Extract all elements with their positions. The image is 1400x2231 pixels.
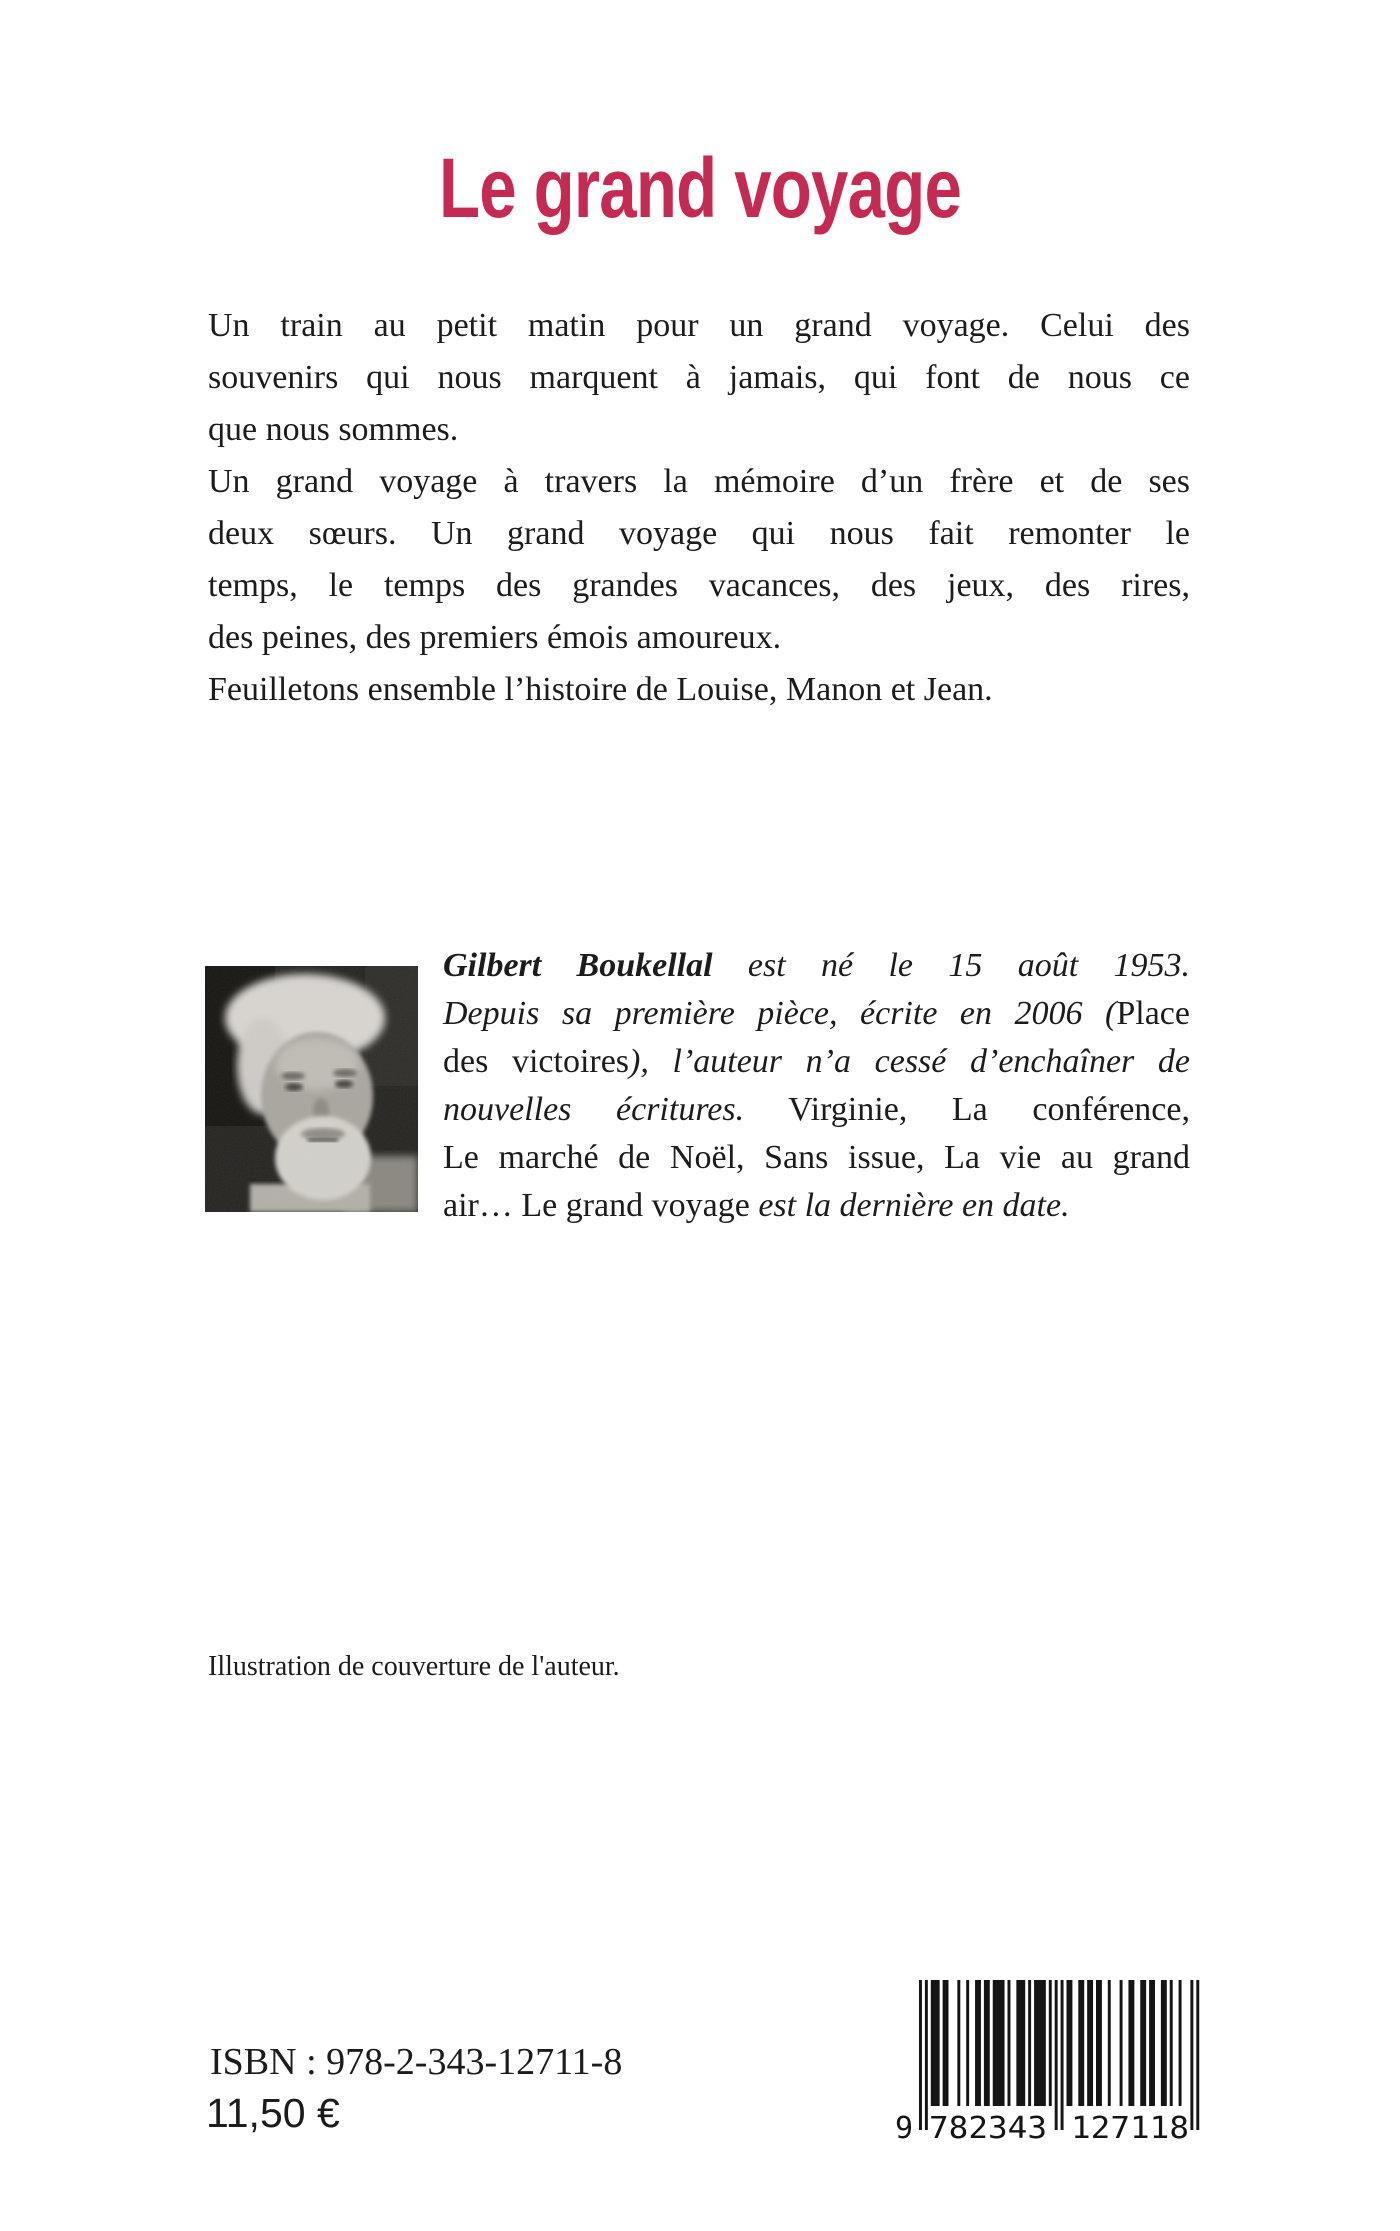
text-segment: Depuis sa première pièce, écrite en 2006 ( [443,995,1117,1032]
author-bio [443,942,1190,1230]
text-segment: des victoires [443,1043,630,1080]
barcode-digits: 9 [895,2111,914,2142]
text-segment: est la dernière en date. [758,1187,1070,1224]
illustration-credit: Illustration de couverture de l'auteur. [208,1651,620,1682]
text-line: des peines, des premiers émois amoureux. [208,619,782,656]
text-segment: Le marché de Noël, Sans issue, La vie au grand [443,1139,1190,1176]
text-line [443,990,1190,1038]
text-line: souvenirs qui nous marquent à jamais, qui font de nous ce [208,359,1190,396]
synopsis [208,300,1190,716]
text-segment: Virginie, La conférence, [744,1091,1190,1128]
page-title: Le grand voyage [438,141,962,235]
text-line [443,1182,1190,1230]
text-line [443,942,1190,990]
barcode-digits: 127118 [1071,2111,1189,2142]
text-line: Feuilletons ensemble l’histoire de Louise, Manon et Jean. [208,671,993,708]
text-segment: est né le 15 août 1953. [712,947,1190,984]
text-line: que nous sommes. [208,411,459,448]
text-segment: Place [1116,995,1190,1032]
text-line: Un train au petit matin pour un grand voyage. Celui des [208,307,1190,344]
text-line: temps, le temps des grandes vacances, des jeux, des rires, [208,567,1190,604]
text-line: deux sœurs. Un grand voyage qui nous fait remonter le [208,515,1190,552]
isbn-text: ISBN : 978-2-343-12711-8 [210,2041,623,2083]
text-segment: air… Le grand voyage [443,1187,759,1224]
synopsis-paragraph [208,300,1190,456]
text-line [443,1134,1190,1182]
author-photo [205,966,418,1212]
synopsis-paragraph [208,456,1190,664]
ean13-barcode-graphic [895,1980,1207,2142]
text-line: Un grand voyage à travers la mémoire d’un frère et de ses [208,463,1190,500]
text-segment: ), l’auteur n’a cessé d’enchaîner de [629,1043,1191,1080]
barcode-digits: 782343 [929,2111,1047,2142]
text-segment: nouvelles écritures. [443,1091,745,1128]
text-line [443,1086,1190,1134]
text-line [443,1038,1190,1086]
price-text: 11,50 € [206,2090,340,2136]
author-photo-graphic [205,966,418,1212]
text-segment: Gilbert Boukellal [443,947,713,984]
synopsis-paragraph [208,664,1190,716]
ean13-barcode [895,1980,1207,2142]
